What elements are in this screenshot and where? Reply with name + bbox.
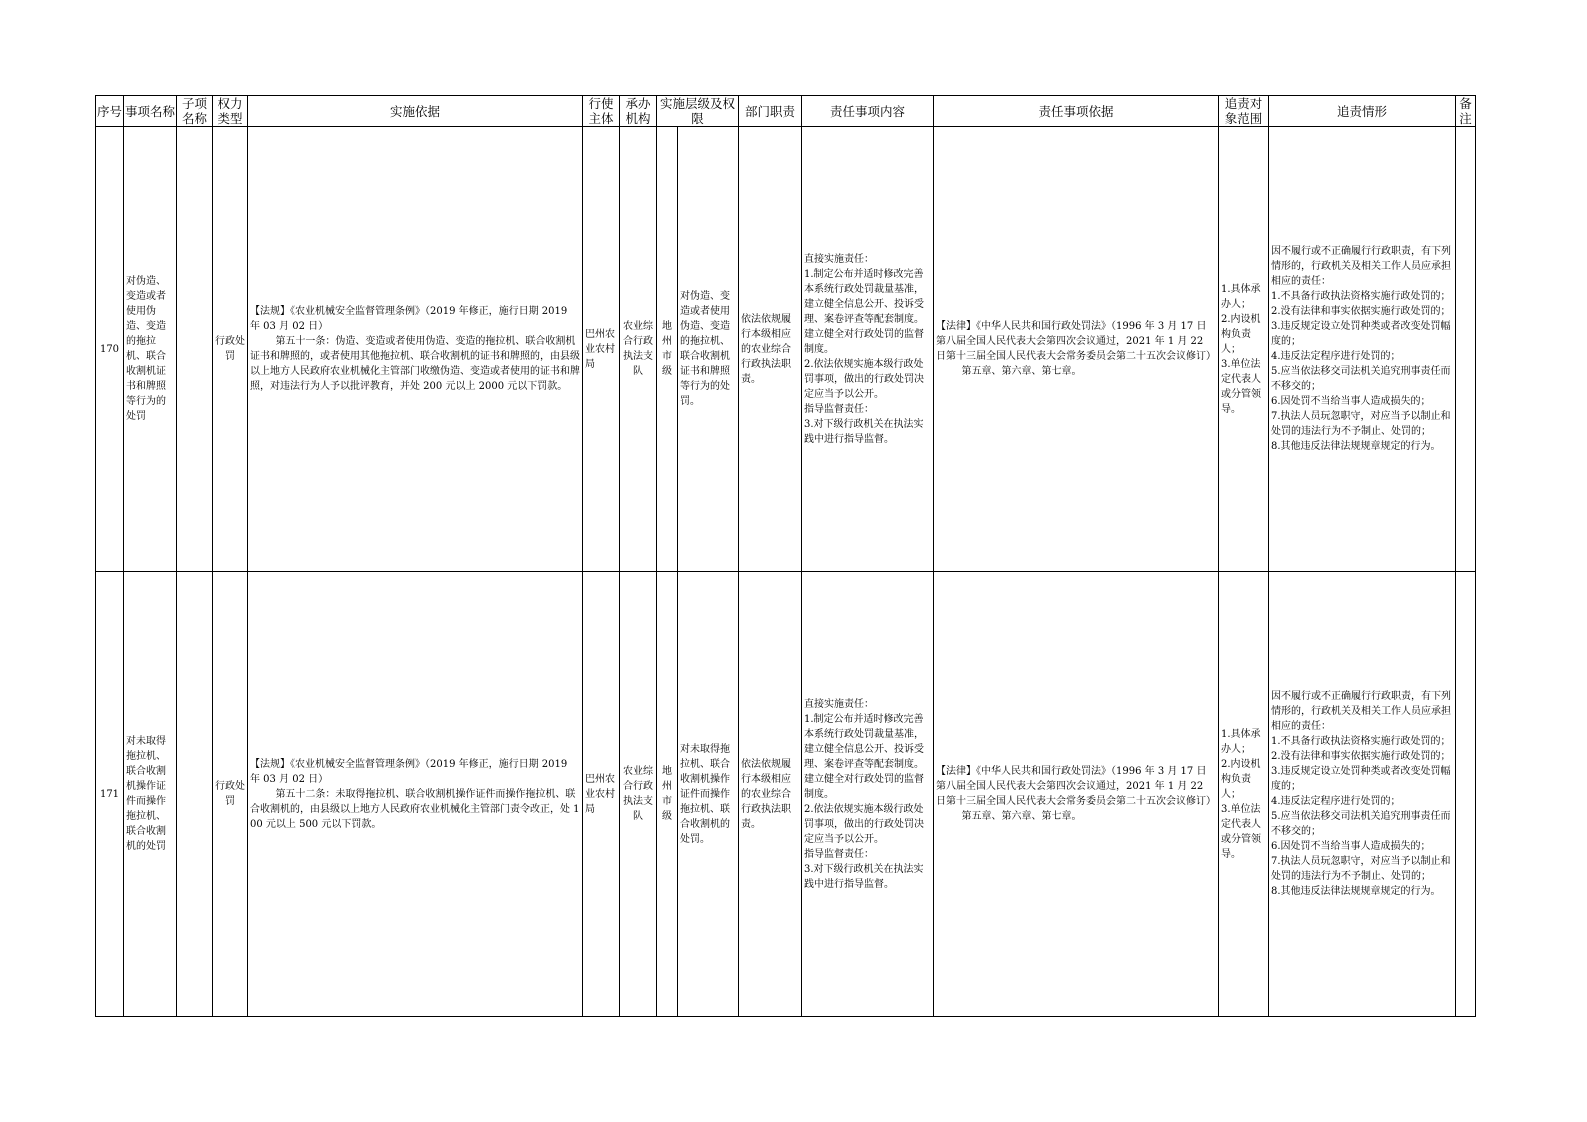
header-item-name: 事项名称 [124, 96, 177, 127]
row-resp-content: 直接实施责任： 1.制定公布并适时修改完善本系统行政处罚裁量基准，建立健全信息公开、投诉受理、案卷评查等配套制度。建立健全对行政处罚的监督制度。 2.依法依规实施本级行政处罚事项，做出的行政处罚决定应当予以公开。 指导监督责任： 3.对下级行政机关在执法实践中进行指导监督。 [802, 572, 934, 1017]
row-seq: 170 [96, 127, 124, 572]
header-subject: 行使主体 [583, 96, 620, 127]
power-list-table [95, 95, 1476, 1017]
row-level-name: 地州市级 [657, 572, 678, 1017]
header-resp-content: 责任事项内容 [802, 96, 934, 127]
header-seq: 序号 [96, 96, 124, 127]
row-subject: 巴州农业农村局 [583, 127, 620, 572]
table-header-row [96, 96, 1476, 127]
row-org: 农业综合行政执法支队 [620, 127, 657, 572]
row-subject: 巴州农业农村局 [583, 572, 620, 1017]
row-resp-basis: 【法律】《中华人民共和国行政处罚法》（1996 年 3 月 17 日第八届全国人民代表大会第四次会议通过，2021 年 1 月 22 日第十三届全国人民代表大会常务委员会第二十五次会议修订） 第五章、第六章、第七章。 [934, 127, 1219, 572]
row-duty: 依法依规履行本级相应的农业综合行政执法职责。 [739, 127, 802, 572]
row-item-name: 对未取得拖拉机、联合收割机操作证件而操作拖拉机、联合收割机的处罚 [124, 572, 177, 1017]
row-basis: 【法规】《农业机械安全监督管理条例》（2019 年修正，施行日期 2019 年 03 月 02 日） 第五十二条：未取得拖拉机、联合收割机操作证件而操作拖拉机、联合收割机的，由县级以上地方人民政府农业机械化主管部门责令改正，处 100 元以上 500 元以下罚款。 [248, 572, 583, 1017]
header-resp-basis: 责任事项依据 [934, 96, 1219, 127]
row-scope: 1.具体承办人； 2.内设机构负责人； 3.单位法定代表人或分管领导。 [1219, 572, 1269, 1017]
table-row [96, 127, 1476, 572]
row-sub-item [177, 572, 213, 1017]
table-row [96, 572, 1476, 1017]
row-seq: 171 [96, 572, 124, 1017]
header-org: 承办机构 [620, 96, 657, 127]
row-level-name: 地州市级 [657, 127, 678, 572]
header-scope: 追责对象范围 [1219, 96, 1269, 127]
row-resp-content: 直接实施责任： 1.制定公布并适时修改完善本系统行政处罚裁量基准，建立健全信息公开、投诉受理、案卷评查等配套制度。建立健全对行政处罚的监督制度。 2.依法依规实施本级行政处罚事项，做出的行政处罚决定应当予以公开。 指导监督责任： 3.对下级行政机关在执法实践中进行指导监督。 [802, 127, 934, 572]
header-basis: 实施依据 [248, 96, 583, 127]
header-level: 实施层级及权限 [657, 96, 739, 127]
row-duty: 依法依规履行本级相应的农业综合行政执法职责。 [739, 572, 802, 1017]
row-note [1456, 127, 1476, 572]
row-item-name: 对伪造、变造或者使用伪造、变造的拖拉机、联合收割机证书和牌照等行为的处罚 [124, 127, 177, 572]
row-power-type: 行政处罚 [213, 127, 248, 572]
row-resp-basis: 【法律】《中华人民共和国行政处罚法》（1996 年 3 月 17 日第八届全国人民代表大会第四次会议通过，2021 年 1 月 22 日第十三届全国人民代表大会常务委员会第二十五次会议修订） 第五章、第六章、第七章。 [934, 572, 1219, 1017]
row-level-scope: 对伪造、变造或者使用伪造、变造的拖拉机、联合收割机证书和牌照等行为的处罚。 [678, 127, 739, 572]
row-level-scope: 对未取得拖拉机、联合收割机操作证件而操作拖拉机、联合收割机的处罚。 [678, 572, 739, 1017]
header-power-type: 权力类型 [213, 96, 248, 127]
row-note [1456, 572, 1476, 1017]
row-sub-item [177, 127, 213, 572]
header-sub-item: 子项名称 [177, 96, 213, 127]
header-duty: 部门职责 [739, 96, 802, 127]
header-note: 备注 [1456, 96, 1476, 127]
row-situation: 因不履行或不正确履行行政职责，有下列情形的，行政机关及相关工作人员应承担相应的责任： 1.不具备行政执法资格实施行政处罚的； 2.没有法律和事实依据实施行政处罚的； 3.违反规定设立处罚种类或者改变处罚幅度的； 4.违反法定程序进行处罚的； 5.应当依法移交司法机关追究刑事责任而不移交的； 6.因处罚不当给当事人造成损失的； 7.执法人员玩忽职守，对应当予以制止和处罚的违法行为不予制止、处罚的； 8.其他违反法律法规规章规定的行为。 [1269, 127, 1456, 572]
row-power-type: 行政处罚 [213, 572, 248, 1017]
header-situation: 追责情形 [1269, 96, 1456, 127]
row-org: 农业综合行政执法支队 [620, 572, 657, 1017]
row-situation: 因不履行或不正确履行行政职责，有下列情形的，行政机关及相关工作人员应承担相应的责任： 1.不具备行政执法资格实施行政处罚的； 2.没有法律和事实依据实施行政处罚的； 3.违反规定设立处罚种类或者改变处罚幅度的； 4.违反法定程序进行处罚的； 5.应当依法移交司法机关追究刑事责任而不移交的； 6.因处罚不当给当事人造成损失的； 7.执法人员玩忽职守，对应当予以制止和处罚的违法行为不予制止、处罚的； 8.其他违反法律法规规章规定的行为。 [1269, 572, 1456, 1017]
row-scope: 1.具体承办人； 2.内设机构负责人； 3.单位法定代表人或分管领导。 [1219, 127, 1269, 572]
row-basis: 【法规】《农业机械安全监督管理条例》（2019 年修正，施行日期 2019 年 03 月 02 日） 第五十一条：伪造、变造或者使用伪造、变造的拖拉机、联合收割机证书和牌照的，或者使用其他拖拉机、联合收割机的证书和牌照的，由县级以上地方人民政府农业机械化主管部门收缴伪造、变造或者使用的证书和牌照，对违法行为人予以批评教育，并处 200 元以上 2000 元以下罚款。 [248, 127, 583, 572]
